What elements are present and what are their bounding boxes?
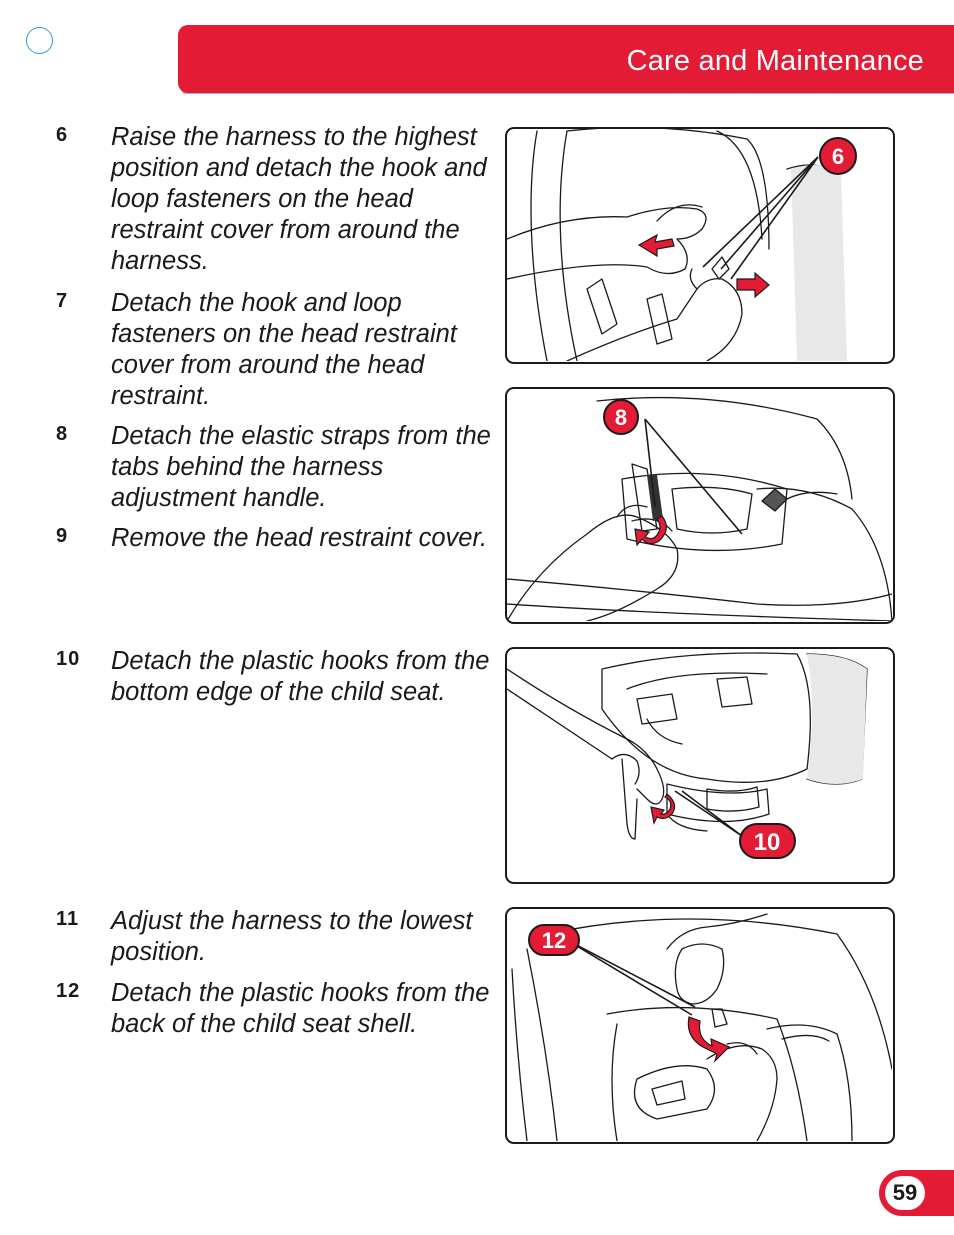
section-title: Care and Maintenance: [626, 45, 924, 77]
step-text: Detach the elastic straps from the tabs behind the harness adjustment handle.: [111, 422, 491, 512]
figure-8-callout: [604, 400, 638, 434]
svg-text:10: 10: [753, 829, 781, 856]
step-text: Detach the plastic hooks from the bottom edge of the child seat.: [111, 647, 490, 706]
corner-circle-mark: [26, 27, 53, 54]
step-number: 7: [56, 290, 69, 312]
step-text: Raise the harness to the highest position and detach the hook and loop fasteners on the head restraint cover from around the harness.: [111, 123, 487, 275]
step-8: [56, 421, 496, 514]
step-number: 9: [56, 525, 69, 547]
step-number: 8: [56, 423, 69, 445]
figure-8-panel: [505, 387, 895, 624]
figure-12-panel: [505, 907, 895, 1144]
figure-8-illustration: [507, 389, 892, 621]
section-header: [178, 25, 954, 93]
step-12: [56, 978, 496, 1040]
svg-text:8: 8: [614, 405, 628, 430]
svg-text:12: 12: [541, 928, 567, 953]
step-number: 12: [56, 980, 81, 1002]
figure-6-panel: [505, 127, 895, 364]
page-number: 59: [885, 1176, 925, 1210]
step-number: 6: [56, 124, 69, 146]
step-6: [56, 122, 496, 277]
step-10: [56, 646, 496, 708]
svg-text:6: 6: [831, 144, 845, 169]
step-11: [56, 906, 496, 968]
figure-6-illustration: [507, 129, 892, 361]
step-text: Detach the plastic hooks from the back of the child seat shell.: [111, 979, 490, 1038]
page-number-badge: [879, 1170, 954, 1216]
step-number: 11: [56, 908, 80, 930]
figure-10-callout: [740, 824, 795, 858]
step-text: Remove the head restraint cover.: [111, 524, 488, 552]
figure-6-callout: [820, 138, 856, 174]
step-number: 10: [56, 648, 81, 670]
step-text: Adjust the harness to the lowest position.: [111, 907, 473, 966]
figure-10-panel: [505, 647, 895, 884]
figure-12-illustration: [507, 909, 892, 1141]
figure-10-illustration: [507, 649, 892, 881]
figure-12-callout: [529, 925, 579, 955]
step-9: [56, 523, 496, 554]
step-7: [56, 288, 496, 412]
step-text: Detach the hook and loop fasteners on the head restraint cover from around the head restraint.: [111, 289, 457, 410]
